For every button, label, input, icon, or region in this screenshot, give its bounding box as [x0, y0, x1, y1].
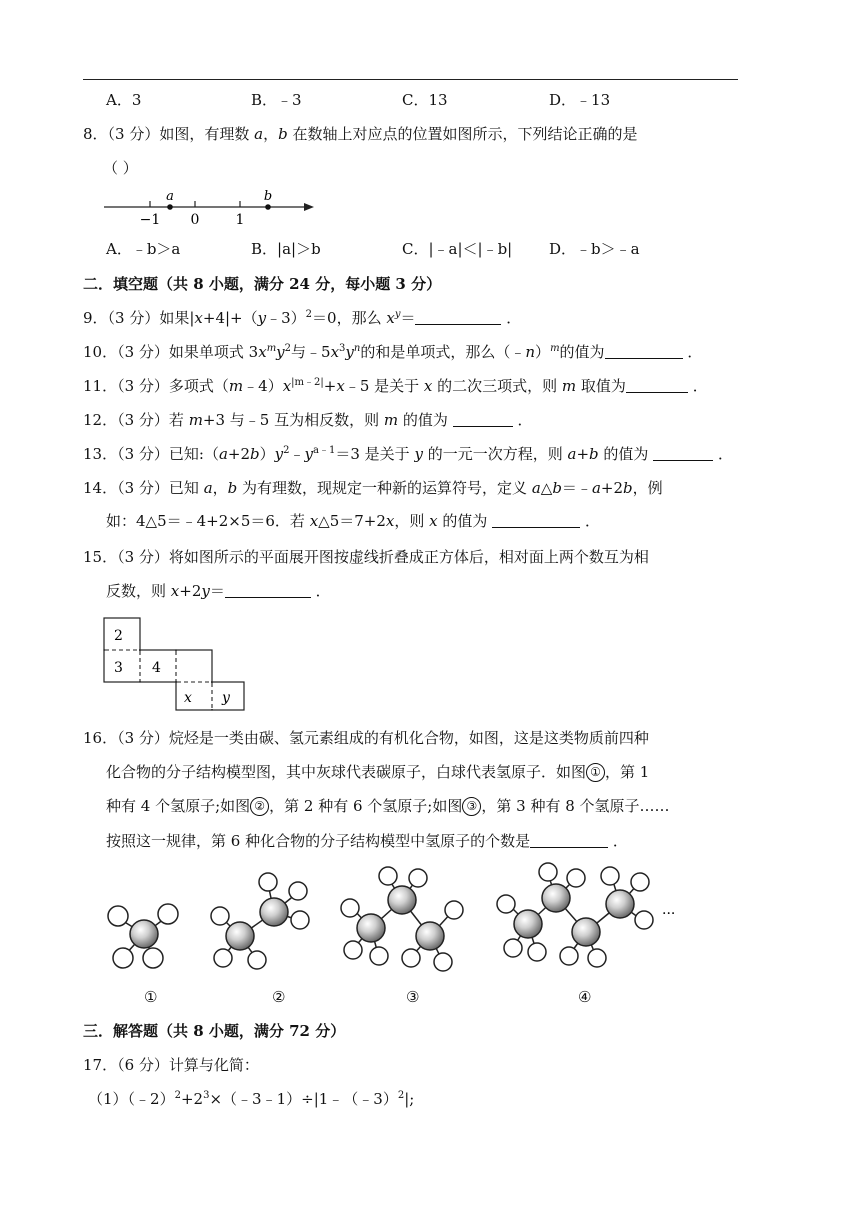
- point-a: [167, 204, 173, 210]
- point-b-label: b: [263, 189, 273, 204]
- q16-line-1: 16．（3 分）烷烃是一类由碳、氢元素组成的有机化合物，如图，这是这类物质前四种: [83, 729, 649, 747]
- q16-line-4: 按照这一规律，第 6 种化合物的分子结构模型中氢原子的个数是 ．: [106, 832, 628, 850]
- molecule-1: [108, 904, 178, 968]
- point-a-label: a: [166, 189, 174, 204]
- q8-option-d: D．﹣b＞﹣a: [549, 240, 640, 258]
- q8-option-a: A．﹣b＞a: [106, 240, 181, 258]
- q14-answer-blank[interactable]: [492, 513, 580, 528]
- q11-answer-blank[interactable]: [626, 378, 688, 393]
- figure-caption-3: ③: [406, 988, 420, 1006]
- q10: 10．（3 分）如果单项式 $3x^my^2$与$﹣5x^3y^n$的和是单项式，那么（﹣n）$^m$的值为 ．: [83, 343, 703, 361]
- molecule-3: [341, 867, 463, 971]
- net-cell-label: 4: [152, 660, 161, 676]
- q15-line-1: 15．（3 分）将如图所示的平面展开图按虚线折叠成正方体后，相对面上两个数互为相: [83, 548, 649, 566]
- molecule-2: [211, 873, 309, 969]
- q8-stem: 8．（3 分）如图，有理数 a，b 在数轴上对应点的位置如图所示，下列结论正确的是: [83, 125, 638, 143]
- point-b: [265, 204, 271, 210]
- net-cell-label: 2: [114, 628, 123, 644]
- net-cell-label: x: [184, 690, 192, 706]
- q8-option-b: B．|a|＞b: [251, 240, 321, 258]
- q15-cube-net: [100, 614, 250, 714]
- net-cell-label: 3: [114, 660, 123, 676]
- q10-answer-blank[interactable]: [605, 344, 683, 359]
- q8-answer-paren: （ ）: [103, 159, 138, 177]
- figure-caption-1: ①: [144, 988, 158, 1006]
- q9-answer-blank[interactable]: [415, 310, 501, 325]
- q15-answer-blank[interactable]: [225, 583, 311, 598]
- q7-option-c: C．13: [402, 91, 448, 109]
- q7-option-a: A．3: [106, 91, 142, 109]
- q16-answer-blank[interactable]: [530, 833, 608, 848]
- q13-answer-blank[interactable]: [653, 446, 713, 461]
- figure-caption-2: ②: [272, 988, 286, 1006]
- q11: 11．（3 分）多项式$(m﹣4)x^{|m﹣2|}+x﹣5$ 是关于 x 的二次三项式，则 m 取值为 ．: [83, 377, 708, 395]
- q8-number-line: [100, 187, 320, 229]
- q17-head: 17．（6 分）计算与化简：: [83, 1056, 259, 1074]
- q13: 13．（3 分）已知$:(a+2b)y^2﹣y^{a﹣1}=3$ 是关于 y 的一元一次方程，则 a+b 的值为 ．: [83, 445, 733, 463]
- q7-option-d: D．﹣13: [549, 91, 611, 109]
- q14-line-1: 14．（3 分）已知 a，b 为有理数，现规定一种新的运算符号，定义 a△b＝﹣a+2b，例: [83, 479, 663, 497]
- q16-line-3: 种有 4 个氢原子;如图 ② ，第 2 种有 6 个氢原子;如图 ③ ，第 3 种有 8 个氢原子……: [106, 797, 670, 815]
- q7-option-b: B．﹣3: [251, 91, 302, 109]
- q12-answer-blank[interactable]: [453, 412, 513, 427]
- molecule-ellipsis: ···: [662, 906, 676, 922]
- q17-part-1: $(1)(﹣2)^2+2^3\times(﹣3﹣1)\div|1﹣(﹣3)^2|$;: [88, 1090, 415, 1108]
- section-2-title: 二．填空题（共 8 小题，满分 24 分，每小题 3 分）: [83, 275, 442, 293]
- molecule-4: [497, 863, 653, 967]
- figure-caption-4: ④: [578, 988, 592, 1006]
- net-cell-label: y: [222, 690, 230, 706]
- tick-label: 0: [190, 212, 200, 228]
- q12: 12．（3 分）若 m+3 与﹣5 互为相反数，则 m 的值为 ．: [83, 411, 533, 429]
- q15-line-2: 反数，则 x+2y＝ ．: [106, 582, 331, 600]
- q14-line-2: 如：4△5＝﹣4+2×5＝6．若 x△5＝7+2x，则 x 的值为 ．: [106, 512, 600, 530]
- top-rule: [83, 79, 738, 80]
- q16-line-2: 化合物的分子结构模型图，其中灰球代表碳原子，白球代表氢原子．如图 ① ，第 1: [106, 763, 650, 781]
- q9: 9．（3 分）如果|x+4|+（y﹣3）$^2$＝0，那么 $x^y=$ ．: [83, 309, 522, 327]
- q16-molecule-figures: [96, 858, 696, 976]
- tick-label: 1: [235, 212, 245, 228]
- tick-label: −1: [139, 212, 161, 228]
- q8-option-c: C．|﹣a|＜|﹣b|: [402, 240, 513, 258]
- section-3-title: 三．解答题（共 8 小题，满分 72 分）: [83, 1022, 346, 1040]
